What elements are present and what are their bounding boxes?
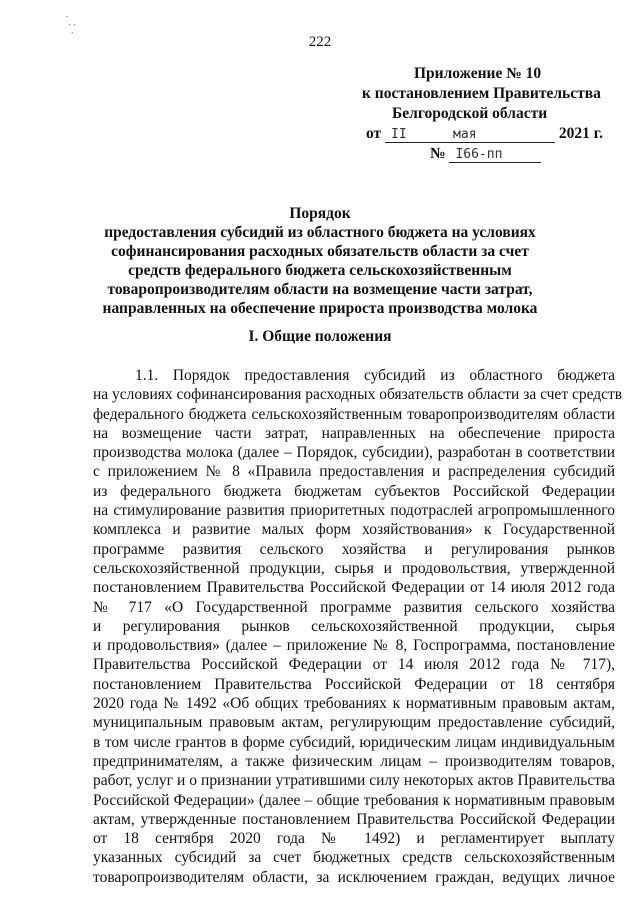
- title-heading: Порядок: [289, 205, 351, 222]
- paragraph-line: указанных субсидий за счет бюджетных средств сельскохозяйственным: [93, 849, 615, 867]
- title-line: товаропроизводителям области на возмещение части затрат,: [107, 281, 533, 298]
- paragraph-line: предпринимателям, а также физическим лицам – производителям товаров,: [93, 752, 615, 770]
- date-year: 2021 г.: [558, 125, 603, 142]
- paragraph-line: № 717 «О Государственной программе развития сельского хозяйства: [93, 598, 615, 616]
- title-line: средств федерального бюджета сельскохозяйственным: [128, 262, 512, 279]
- paragraph-line: в том числе грантов в форме субсидий, юридическим лицам индивидуальным: [93, 733, 615, 751]
- paragraph-line: муниципальным правовым актам, регулирующим предоставление субсидий,: [93, 714, 615, 732]
- paragraph-line: актам, утвержденные постановлением Правительства Российской Федерации: [93, 810, 615, 828]
- paragraph-line: 2020 года № 1492 «Об общих требованиях к нормативным правовым актам,: [93, 695, 615, 713]
- paragraph-line: 1.1. Порядок предоставления субсидий из областного бюджета: [135, 367, 615, 384]
- title-line: софинансирования расходных обязательств области за счет: [111, 243, 529, 260]
- appendix-decree-line: к постановлением Правительства: [362, 85, 601, 102]
- paragraph-line: товаропроизводителям области, за исключением граждан, ведущих личное: [93, 868, 615, 886]
- paragraph-line: программе развития сельского хозяйства и регулирования рынков: [93, 540, 615, 558]
- paragraph-line: Правительства Российской Федерации от 14 июля 2012 года № 717),: [93, 656, 615, 674]
- number-field: I66-пп: [449, 146, 541, 163]
- appendix-title: Приложение № 10: [414, 65, 542, 82]
- paragraph-line: комплекса и развитие малых форм хозяйствования» к Государственной: [93, 521, 615, 539]
- paragraph-line: постановлением Правительства Российской Федерации от 18 сентября: [93, 675, 615, 693]
- appendix-region-line: Белгородской области: [392, 105, 548, 122]
- appendix-number-line: [350, 144, 620, 164]
- scan-mark: ∙ ∙ ∙ ∙: [66, 12, 76, 39]
- section-heading: I. Общие положения: [248, 328, 392, 345]
- page-number: 222: [308, 34, 332, 50]
- paragraph-line: на условиях софинансирования расходных обязательств области за счет средств: [93, 386, 623, 404]
- number-prefix: №: [430, 145, 446, 162]
- document-title: [90, 204, 550, 318]
- paragraph-line: работ, услуг и о признании утратившими силу некоторых актов Правительства: [93, 772, 615, 790]
- appendix-date-line: [350, 124, 620, 144]
- paragraph-line: сельскохозяйственной продукции, сырья и продовольствия, утвержденной: [93, 559, 615, 577]
- paragraph-line: производства молока (далее – Порядок, субсидии), разработан в соответствии: [93, 444, 615, 462]
- paragraph-line: и продовольствия» (далее – приложение № 8, Госпрограмма, постановление: [93, 637, 615, 655]
- paragraph-line: Российской Федерации» (далее – общие требования к нормативным правовым: [93, 791, 615, 809]
- date-month-field: мая: [437, 126, 555, 143]
- appendix-block: [350, 64, 620, 164]
- title-line: предоставления субсидий из областного бюджета на условиях: [104, 224, 536, 241]
- paragraph-line: федерального бюджета сельскохозяйственным товаропроизводителям области: [93, 405, 615, 423]
- paragraph-line: постановлением Правительства Российской Федерации от 14 июля 2012 года: [93, 579, 615, 597]
- paragraph-line: на возмещение части затрат, направленных на обеспечение прироста: [93, 424, 615, 442]
- date-day-field: II: [385, 126, 437, 143]
- paragraph-line: и регулирования рынков сельскохозяйственной продукции, сырья: [93, 617, 615, 635]
- paragraph-line: от 18 сентября 2020 года № 1492) и регламентирует выплату: [93, 830, 615, 848]
- paragraph-body: [93, 366, 623, 887]
- date-prefix: от: [366, 125, 382, 142]
- paragraph-line: с приложением № 8 «Правила предоставления и распределения субсидий: [93, 463, 615, 481]
- paragraph-line: из федерального бюджета бюджетам субъектов Российской Федерации: [93, 482, 615, 500]
- paragraph-line: на стимулирование развития приоритетных подотраслей агропромышленного: [93, 502, 615, 520]
- title-line: направленных на обеспечение прироста производства молока: [102, 300, 538, 317]
